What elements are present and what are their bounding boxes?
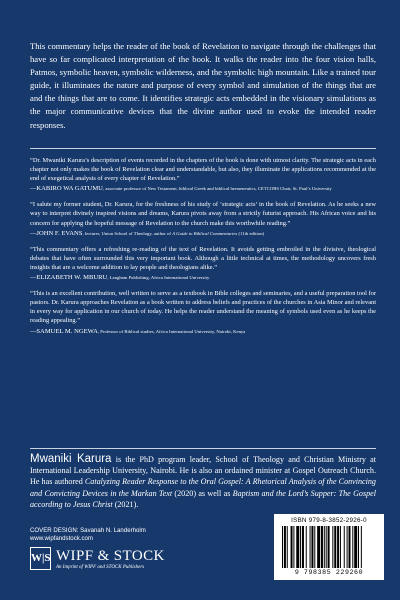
credits xyxy=(30,527,146,543)
book-title: Baptism and the Lord’s Supper: The Gospel according to Jesus Christ xyxy=(30,488,376,509)
barcode-bar xyxy=(317,526,320,568)
barcode-bar xyxy=(324,526,325,568)
endorsement-text: “This is an excellent contribution, well written to serve as a textbook in Bible colleges and seminaries, and a useful preparation tool for pastors. Dr. Karura approaches Revelation as a book written to address beliefs and practices of the churches in Asia Minor and relevant in every way for application in our church of today. He helps the reader understand the meaning of symbols used even as he keeps the reading appealing.” xyxy=(30,290,376,325)
publisher-logo xyxy=(30,547,180,577)
endorser-affiliation: , lecturer, Union School of Theology, author of A Guide to Biblical Commentaries (11th edition) xyxy=(82,230,265,236)
publisher-tagline: An Imprint of WIPF and STOCK Publishers xyxy=(56,565,145,570)
endorsements xyxy=(30,156,376,343)
publisher-mark: W|S xyxy=(30,547,51,570)
endorsement xyxy=(30,200,376,237)
barcode-bar xyxy=(347,526,348,568)
endorsement xyxy=(30,245,376,282)
endorser-affiliation: , Langham Publishing, Africa International University xyxy=(107,275,210,281)
divider-bottom xyxy=(30,448,376,449)
endorsement-attribution: —JOHN F. EVANS, lecturer, Union School of Theology, author of A Guide to Biblical Commentaries (11th edition) xyxy=(30,229,265,237)
barcode-bar xyxy=(293,526,294,568)
barcode-bar xyxy=(314,526,315,568)
barcode-bar xyxy=(311,526,313,568)
barcode-bar xyxy=(326,526,327,568)
endorsement-text: “I salute my former student, Dr. Karura, for the freshness of his study of ‘strategic acts’ in the book of Revelation. As he seeks a new way to interpret divinely inspired visions and dreams, Karura pivots away from a strictly futurist approach. His African voice and his concern for applying the hopeful message of Revelation to the church make this worthwhile reading.” xyxy=(30,201,376,227)
book-title: Catalyzing Reader Response to the Oral Gospel: A Rhetorical Analysis of the Convincing and Convicting Devices in the Markan Text xyxy=(30,477,376,498)
endorsement-attribution: —ELIZABETH W. MBURU, Langham Publishing, Africa International University xyxy=(30,274,210,282)
endorser-name: ELIZABETH W. MBURU xyxy=(36,274,108,282)
barcode-bars xyxy=(282,526,376,568)
barcode-bar xyxy=(282,526,283,568)
endorsement xyxy=(30,156,376,193)
endorser-affiliation: , associate professor of New Testament, biblical Greek and biblical hermeneutics, CETCOBS Chair, St. Paul’s University xyxy=(102,186,332,192)
endorsement-text: “Dr. Mwaniki Karura’s description of events recorded in the chapters of the book is done with utmost clarity. The strategic acts in each chapter not only makes the book of Revelation clear and understandable, but also, they illuminate the applications recommended at the end of exegetical analysis of every chapter of Revelation.” xyxy=(30,157,376,183)
endorser-name: KABIRO WA GATUMU xyxy=(36,185,103,193)
book-description: This commentary helps the reader of the book of Revelation to navigate through the challenges that have so far complicated interpretation of the book. It walks the reader into the four vision halls, Patmos, symbolic heaven, symbolic wilderness, and the symbolic high mountain. Like a trained tour guide, it illuminates the nature and purpose of every symbol and simulation of the things that are and the things that are to come. It identifies strategic acts embedded in the visionary simulations as the major communicative devices that the divine author used to evoke the intended reader responses. xyxy=(30,41,376,130)
barcode-bar xyxy=(321,526,323,568)
endorsement-text: “This commentary offers a refreshing re-reading of the text of Revelation. It avoids getting embroiled in the divisive, theological debates that have often surrounded this very important book. Although a little technical at times, the methodology uncovers fresh insights that are a welcome addition to lay people and theologians alike.” xyxy=(30,245,376,271)
endorsement-attribution: —KABIRO WA GATUMU, associate professor of New Testament, biblical Greek and biblical hermeneutics, CETCOBS Chair, St. Paul’s University xyxy=(30,185,332,193)
barcode-bar xyxy=(287,526,288,568)
endorsement-attribution: —SAMUEL M. NGEWA, Professor of Biblical studies, Africa International University, Nairobi, Kenya xyxy=(30,327,246,335)
endorser-name: JOHN F. EVANS xyxy=(36,229,83,237)
endorsement xyxy=(30,289,376,335)
barcode-bar xyxy=(332,526,333,568)
barcode-bar xyxy=(334,526,336,568)
barcode-bar xyxy=(306,526,307,568)
cover-design-credit: COVER DESIGN: Savanah N. Landerholm xyxy=(30,527,146,534)
author-name: Mwaniki Karura xyxy=(30,453,112,465)
barcode-bar xyxy=(340,526,341,568)
barcode-bar xyxy=(361,526,362,568)
barcode-bar xyxy=(349,526,351,568)
isbn-barcode xyxy=(274,514,384,580)
publisher-name: WIPF & STOCK xyxy=(56,548,165,564)
barcode-bar xyxy=(300,526,301,568)
barcode-bar xyxy=(352,526,353,568)
author-bio: Mwaniki Karura is the PhD program leader, School of Theology and Christian Ministry at International Leadership University, Nairobi. He is also an ordained minister at Gospel Outreach Church. He has authored Catalyzing Reader Response to the Oral Gospel: A Rhetorical Analysis of the Convincing and Convicting Devices in the Markan Text (2020) as well as Baptism and the Lord’s Supper: The Gospel according to Jesus Christ (2021). xyxy=(30,453,377,509)
barcode-bar xyxy=(296,526,299,568)
barcode-bar xyxy=(354,526,357,568)
barcode-bar xyxy=(284,526,286,568)
endorser-affiliation: , Professor of Biblical studies, Africa International University, Nairobi, Kenya xyxy=(97,328,246,334)
endorser-name: SAMUEL M. NGEWA xyxy=(36,327,98,335)
divider-top xyxy=(30,148,376,149)
barcode-bar xyxy=(344,526,345,568)
barcode-bar xyxy=(291,526,293,568)
barcode-bar xyxy=(302,526,304,568)
barcode-bar xyxy=(310,526,311,568)
barcode-bar xyxy=(358,526,359,568)
barcode-bar xyxy=(328,526,330,568)
barcode-bar xyxy=(337,526,339,568)
isbn-label: ISBN 979-8-3852-2926-0 xyxy=(291,517,367,524)
publisher-website: www.wipfandstock.com xyxy=(30,535,93,543)
barcode-digits: 9 798385 229260 xyxy=(294,569,364,576)
